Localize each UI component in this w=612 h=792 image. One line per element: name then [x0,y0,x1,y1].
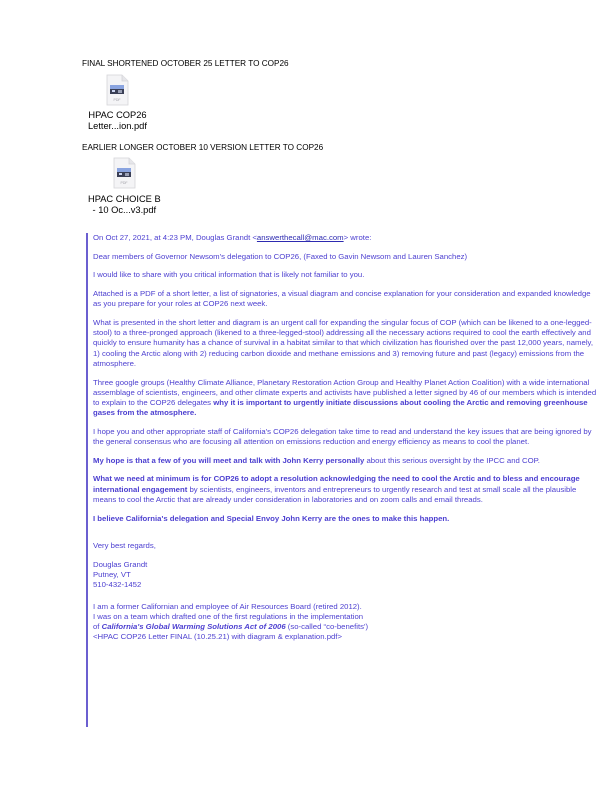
final-letter-heading: FINAL SHORTENED OCTOBER 25 LETTER TO COP26 [82,59,289,68]
quote-header-prefix: On Oct 27, 2021, at 4:23 PM, Douglas Grandt < [93,233,257,242]
attachment-name-line1: HPAC CHOICE B [88,194,161,204]
quote-header-suffix: > wrote: [343,233,372,242]
signature-phone: 510-432-1452 [93,580,142,590]
bio-line-3-prefix: of [93,621,102,631]
paragraph-4-text: Three google groups (Healthy Climate Alliance, Planetary Restoration Action Group and Healthy Planet Action Coalition) with a wide international assemblage of scientists, engineers, and other climate experts and activists have published a letter signed by 46 of our members which is intended to explain to the COP26 delegates [93,377,597,407]
bio-line-2: I was on a team which drafted one of the first regulations in the implementation [93,611,364,621]
earlier-letter-heading: EARLIER LONGER OCTOBER 10 VERSION LETTER TO COP26 [82,143,324,152]
paragraph-4 [93,378,598,419]
paragraph-3: What is presented in the short letter and diagram is an urgent call for expanding the singular focus of COP (which can be likened to a one-legged-stool) to a three-pronged approach (likened to a three-legged-stool) addressing all the necessary actions required to cool the earth effectively and quickly to ensure humanity has a chance of survival in a habitat similar to that which civilization has flourished over the past 12,000 years, namely, 1) cooling the Arctic along with 2) reducing carbon dioxide and methane emissions and 3) removing future and past (legacy) emissions from the atmosphere. [93,318,593,368]
signature-name: Douglas Grandt [93,559,148,569]
bio-line-3-suffix: (so-called “co-benefits') [285,621,369,631]
paragraph-2: Attached is a PDF of a short letter, a list of signatories, a visual diagram and concise explanation for your consideration and expanded knowledge as you prepare for your roles at COP26 next week. [93,289,591,309]
earlier-letter-attachment[interactable] [88,157,161,216]
paragraph-7 [93,474,598,505]
attachment-name-line2: Letter...ion.pdf [88,121,147,131]
attachment-name-line1: HPAC COP26 [88,110,147,120]
paragraph-7-emphasis: What we need at minimum is for COP26 to adopt a resolution acknowledging the need to cool the Arctic and to bless and encourage international engagement [93,474,580,494]
attachment-name-line2: - 10 Oc...v3.pdf [92,205,157,215]
attachment-reference[interactable]: <HPAC COP26 Letter FINAL (10.25.21) with diagram & explanation.pdf> [93,632,342,642]
paragraph-6-text: about this serious oversight by the IPCC and COP. [364,455,540,465]
quote-header [93,233,598,243]
quoted-email [86,233,598,727]
pdf-icon-label: PDF [113,98,121,102]
pdf-file-icon [111,157,137,189]
pdf-icon-label: PDF [120,181,128,185]
signature-location: Putney, VT [93,570,131,580]
bio-line-3 [93,622,598,632]
salutation: Dear members of Governor Newsom's delegation to COP26, (Faxed to Gavin Newsom and Lauren Sanchez) [93,251,468,261]
paragraph-6 [93,456,598,466]
bio-line-1: I am a former Californian and employee of Air Resources Board (retired 2012). [93,601,362,611]
paragraph-1: I would like to share with you critical information that is likely not familiar to you. [93,270,365,280]
sender-email-link[interactable]: answerthecall@mac.com [256,233,344,242]
paragraph-8: I believe California's delegation and Special Envoy John Kerry are the ones to make this happen. [93,513,450,523]
paragraph-7-text: by scientists, engineers, inventors and entrepreneurs to urgently research and test at small scale all the plausible means to cool the Arctic that are already under consideration in laboratories and on zoom calls and email threads. [93,484,577,504]
pdf-file-icon [104,74,130,106]
paragraph-4-emphasis: why it is important to urgently initiate discussions about cooling the Arctic and removing greenhouse gases from the atmosphere. [93,397,588,418]
closing: Very best regards, [93,541,156,551]
act-title: California's Global Warming Solutions Act of 2006 [101,621,286,631]
paragraph-5: I hope you and other appropriate staff of California's COP26 delegation take time to read and understand the key issues that are being ignored by the general consensus who are focusing all attention on emissions reduction and energy efficiency as means to cool the planet. [93,426,592,447]
final-letter-attachment[interactable] [88,74,147,132]
paragraph-6-emphasis: My hope is that a few of you will meet and talk with John Kerry personally [93,455,365,465]
